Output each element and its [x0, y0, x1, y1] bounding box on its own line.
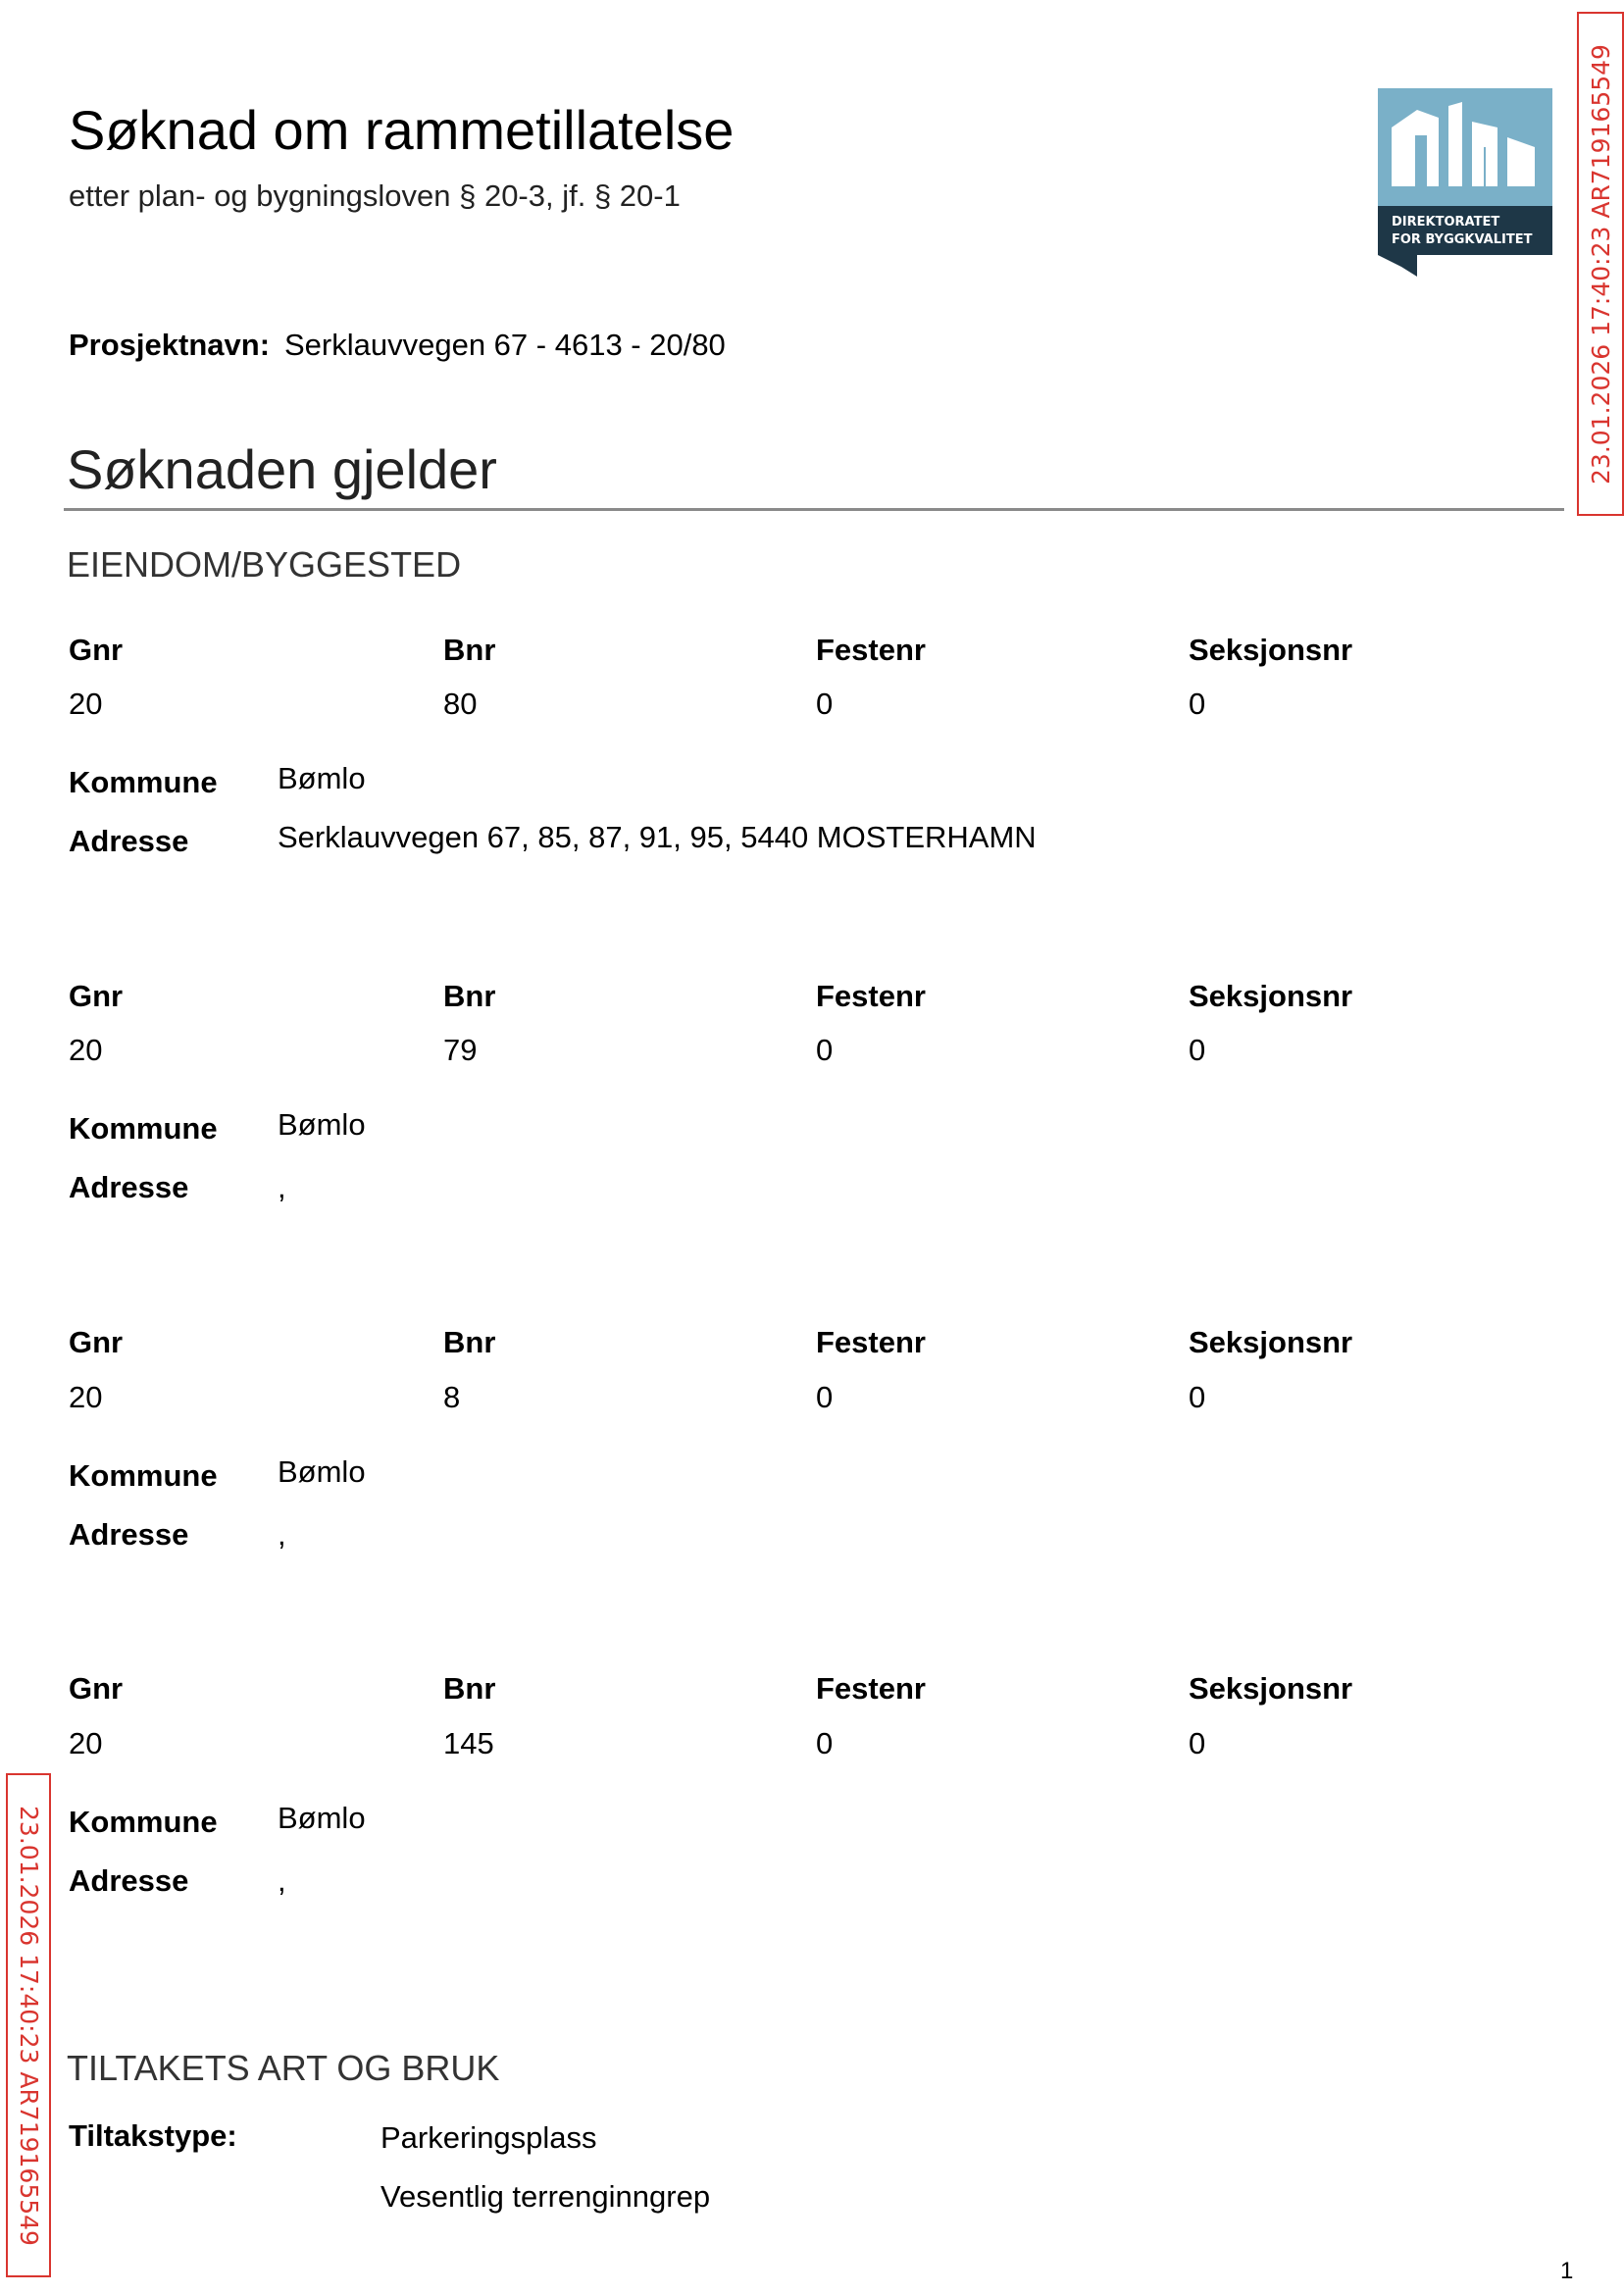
bnr-value: 145	[443, 1726, 494, 1760]
adresse-value: ,	[278, 1863, 286, 1898]
gnr-label: Gnr	[69, 1325, 124, 1359]
festenr-label: Festenr	[816, 1325, 926, 1359]
logo-text-2: FOR BYGGKVALITET	[1392, 232, 1533, 247]
seksjonsnr-label: Seksjonsnr	[1189, 633, 1353, 667]
adresse-label: Adresse	[69, 1517, 189, 1552]
stamp-text: 23.01.2026 17:40:23 AR719165549	[14, 1805, 43, 2246]
seksjonsnr-label: Seksjonsnr	[1189, 1671, 1353, 1706]
kommune-label: Kommune	[69, 1805, 218, 1839]
festenr-value: 0	[816, 687, 834, 721]
bnr-value: 80	[443, 687, 478, 721]
tiltakstype-value: Parkeringsplass	[381, 2120, 597, 2155]
festenr-value: 0	[816, 1726, 834, 1760]
gnr-value: 20	[69, 1726, 103, 1760]
bnr-label: Bnr	[443, 1671, 496, 1706]
seksjonsnr-label: Seksjonsnr	[1189, 1325, 1353, 1359]
seksjonsnr-value: 0	[1189, 1380, 1206, 1414]
section-divider	[64, 508, 1564, 511]
adresse-label: Adresse	[69, 824, 189, 858]
kommune-value: Bømlo	[278, 1107, 366, 1142]
gnr-value: 20	[69, 1380, 103, 1414]
festenr-label: Festenr	[816, 633, 926, 667]
gnr-label: Gnr	[69, 1671, 124, 1706]
festenr-label: Festenr	[816, 1671, 926, 1706]
seksjonsnr-value: 0	[1189, 687, 1206, 721]
kommune-value: Bømlo	[278, 1454, 366, 1489]
seksjonsnr-value: 0	[1189, 1033, 1206, 1067]
bnr-label: Bnr	[443, 1325, 496, 1359]
bnr-label: Bnr	[443, 979, 496, 1013]
stamp-top-right	[1577, 12, 1624, 516]
kommune-value: Bømlo	[278, 1801, 366, 1835]
seksjonsnr-value: 0	[1189, 1726, 1206, 1760]
gnr-value: 20	[69, 687, 103, 721]
tiltak-heading: TILTAKETS ART OG BRUK	[67, 2048, 500, 2088]
project-value: Serklauvvegen 67 - 4613 - 20/80	[284, 328, 726, 362]
gnr-value: 20	[69, 1033, 103, 1067]
kommune-label: Kommune	[69, 1458, 218, 1493]
project-label: Prosjektnavn:	[69, 328, 271, 362]
tiltakstype-label: Tiltakstype:	[69, 2118, 237, 2153]
adresse-value: ,	[278, 1170, 286, 1204]
dibk-logo	[1378, 88, 1552, 277]
gnr-label: Gnr	[69, 979, 124, 1013]
seksjonsnr-label: Seksjonsnr	[1189, 979, 1353, 1013]
tiltakstype-value: Vesentlig terrenginngrep	[381, 2179, 711, 2214]
kommune-label: Kommune	[69, 765, 218, 799]
page-number: 1	[1560, 2258, 1574, 2284]
festenr-value: 0	[816, 1380, 834, 1414]
logo-text-1: DIREKTORATET	[1392, 215, 1500, 229]
document-title: Søknad om rammetillatelse	[69, 99, 735, 161]
festenr-label: Festenr	[816, 979, 926, 1013]
stamp-text: 23.01.2026 17:40:23 AR719165549	[1586, 43, 1615, 484]
stamp-left	[6, 1773, 51, 2277]
bnr-value: 79	[443, 1033, 478, 1067]
bnr-label: Bnr	[443, 633, 496, 667]
kommune-value: Bømlo	[278, 761, 366, 795]
section-heading: Søknaden gjelder	[67, 438, 497, 500]
kommune-label: Kommune	[69, 1111, 218, 1146]
adresse-label: Adresse	[69, 1170, 189, 1204]
document-subtitle: etter plan- og bygningsloven § 20-3, jf. § 20-1	[69, 178, 681, 213]
adresse-label: Adresse	[69, 1863, 189, 1898]
bnr-value: 8	[443, 1380, 461, 1414]
gnr-label: Gnr	[69, 633, 124, 667]
adresse-value: ,	[278, 1517, 286, 1552]
festenr-value: 0	[816, 1033, 834, 1067]
adresse-value: Serklauvvegen 67, 85, 87, 91, 95, 5440 MOSTERHAMN	[278, 820, 1037, 854]
property-heading: EIENDOM/BYGGESTED	[67, 544, 462, 585]
